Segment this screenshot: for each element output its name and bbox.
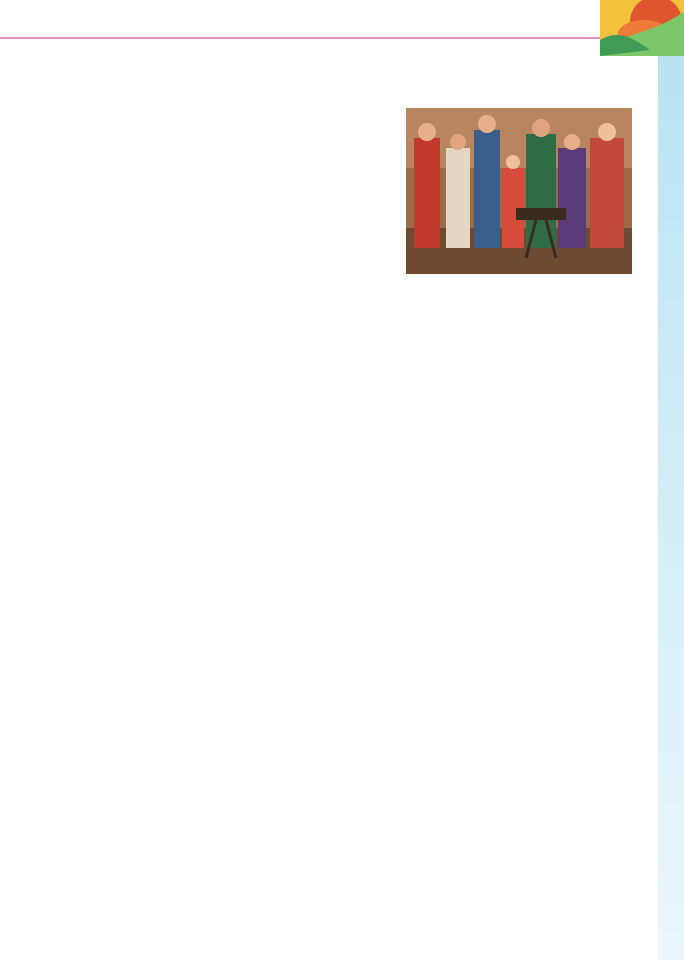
side-color-strip [658, 56, 684, 960]
decorative-top-border [0, 0, 600, 56]
painting-illustration [406, 108, 632, 274]
corner-decoration [600, 0, 684, 56]
